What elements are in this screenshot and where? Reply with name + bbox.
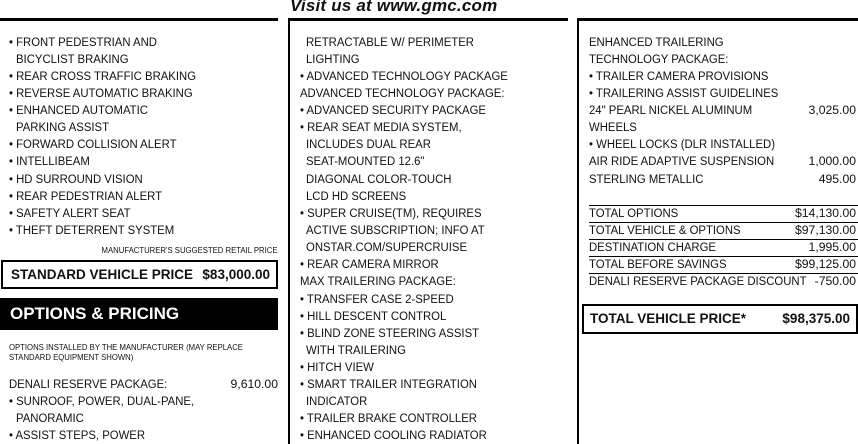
detail-line: INDICATOR (306, 394, 368, 408)
options-note: OPTIONS INSTALLED BY THE MANUFACTURER (MAY REPLACE (9, 342, 243, 352)
total-amount: $14,130.00 (795, 206, 856, 220)
detail-line: DIAGONAL COLOR-TOUCH (306, 172, 452, 186)
column-divider-right (577, 18, 579, 444)
package-item: PANORAMIC (16, 411, 84, 425)
feature-line: • THEFT DETERRENT SYSTEM (9, 223, 175, 237)
options-pricing-title: OPTIONS & PRICING (10, 304, 180, 323)
detail-line: RETRACTABLE W/ PERIMETER (306, 35, 474, 49)
feature-line: PARKING ASSIST (16, 120, 110, 134)
detail-line: • TRAILERING ASSIST GUIDELINES (589, 86, 779, 100)
total-amount: 1,995.00 (808, 240, 856, 254)
total-amount: -750.00 (814, 274, 856, 288)
feature-line: • FRONT PEDESTRIAN AND (9, 35, 157, 49)
package-item: • SUNROOF, POWER, DUAL-PANE, (9, 394, 195, 408)
feature-line: • REVERSE AUTOMATIC BRAKING (9, 86, 193, 100)
total-vehicle-price-box (582, 304, 858, 334)
total-label: DENALI RESERVE PACKAGE DISCOUNT (589, 274, 807, 288)
total-price-label: TOTAL VEHICLE PRICE* (590, 311, 747, 326)
option-label: AIR RIDE ADAPTIVE SUSPENSION (589, 154, 775, 168)
standard-price-amount: $83,000.00 (202, 267, 270, 282)
detail-line: • TRAILER CAMERA PROVISIONS (589, 69, 769, 83)
top-rule-right (578, 18, 858, 21)
top-rule-left (0, 18, 278, 21)
detail-line: • TRANSFER CASE 2-SPEED (300, 292, 454, 306)
detail-line: WITH TRAILERING (306, 343, 406, 357)
option-label: 24" PEARL NICKEL ALUMINUM (589, 103, 753, 117)
detail-line: LIGHTING (306, 52, 360, 66)
detail-line: • SMART TRAILER INTEGRATION (300, 377, 477, 391)
msrp-caption: MANUFACTURER'S SUGGESTED RETAIL PRICE (102, 245, 278, 255)
feature-line: • HD SURROUND VISION (9, 172, 143, 186)
detail-line: TECHNOLOGY PACKAGE: (589, 52, 729, 66)
option-amount: 1,000.00 (808, 154, 856, 168)
detail-line: • SUPER CRUISE(TM), REQUIRES (300, 206, 482, 220)
detail-line: • REAR CAMERA MIRROR (300, 257, 439, 271)
total-label: TOTAL VEHICLE & OPTIONS (589, 223, 741, 237)
feature-line: BICYCLIST BRAKING (16, 52, 129, 66)
option-label: • WHEEL LOCKS (DLR INSTALLED) (589, 137, 775, 151)
feature-line: • SAFETY ALERT SEAT (9, 206, 131, 220)
option-amount: 3,025.00 (808, 103, 856, 117)
feature-line: • REAR PEDESTRIAN ALERT (9, 189, 163, 203)
total-label: TOTAL BEFORE SAVINGS (589, 257, 727, 271)
package-amount: 9,610.00 (230, 377, 278, 391)
detail-line: • TRAILER BRAKE CONTROLLER (300, 411, 477, 425)
feature-line: • ENHANCED AUTOMATIC (9, 103, 148, 117)
option-label: WHEELS (589, 120, 637, 134)
feature-line: • REAR CROSS TRAFFIC BRAKING (9, 69, 197, 83)
detail-line: • HITCH VIEW (300, 360, 374, 374)
standard-price-label: STANDARD VEHICLE PRICE (11, 267, 194, 282)
detail-line: • ADVANCED TECHNOLOGY PACKAGE (300, 69, 508, 83)
feature-line: • INTELLIBEAM (9, 154, 90, 168)
feature-line: • FORWARD COLLISION ALERT (9, 137, 177, 151)
option-label: STERLING METALLIC (589, 172, 704, 186)
detail-line: MAX TRAILERING PACKAGE: (300, 274, 456, 288)
options-pricing-banner (0, 298, 278, 330)
option-amount: 495.00 (818, 172, 856, 186)
detail-line: • HILL DESCENT CONTROL (300, 309, 447, 323)
total-amount: $99,125.00 (795, 257, 856, 271)
detail-line: INCLUDES DUAL REAR (306, 137, 431, 151)
top-rule-middle (290, 18, 568, 21)
detail-line: ONSTAR.COM/SUPERCRUISE (306, 240, 468, 254)
package-label: DENALI RESERVE PACKAGE: (9, 377, 168, 391)
website-header: Visit us at www.gmc.com (290, 0, 498, 15)
detail-line: • BLIND ZONE STEERING ASSIST (300, 326, 480, 340)
total-label: TOTAL OPTIONS (589, 206, 679, 220)
detail-line: • ENHANCED COOLING RADIATOR (300, 428, 487, 442)
detail-line: SEAT-MOUNTED 12.6" (306, 154, 425, 168)
total-amount: $97,130.00 (795, 223, 856, 237)
total-label: DESTINATION CHARGE (589, 240, 717, 254)
column-divider-left (288, 18, 290, 444)
detail-line: ACTIVE SUBSCRIPTION; INFO AT (306, 223, 485, 237)
options-note: STANDARD EQUIPMENT SHOWN) (9, 352, 134, 362)
detail-line: • ADVANCED SECURITY PACKAGE (300, 103, 486, 117)
detail-line: • REAR SEAT MEDIA SYSTEM, (300, 120, 462, 134)
detail-line: LCD HD SCREENS (306, 189, 407, 203)
detail-line: ENHANCED TRAILERING (589, 35, 724, 49)
detail-line: ADVANCED TECHNOLOGY PACKAGE: (300, 86, 505, 100)
standard-vehicle-price-box (1, 260, 278, 289)
package-item: • ASSIST STEPS, POWER (9, 428, 146, 442)
total-price-amount: $98,375.00 (782, 311, 850, 326)
